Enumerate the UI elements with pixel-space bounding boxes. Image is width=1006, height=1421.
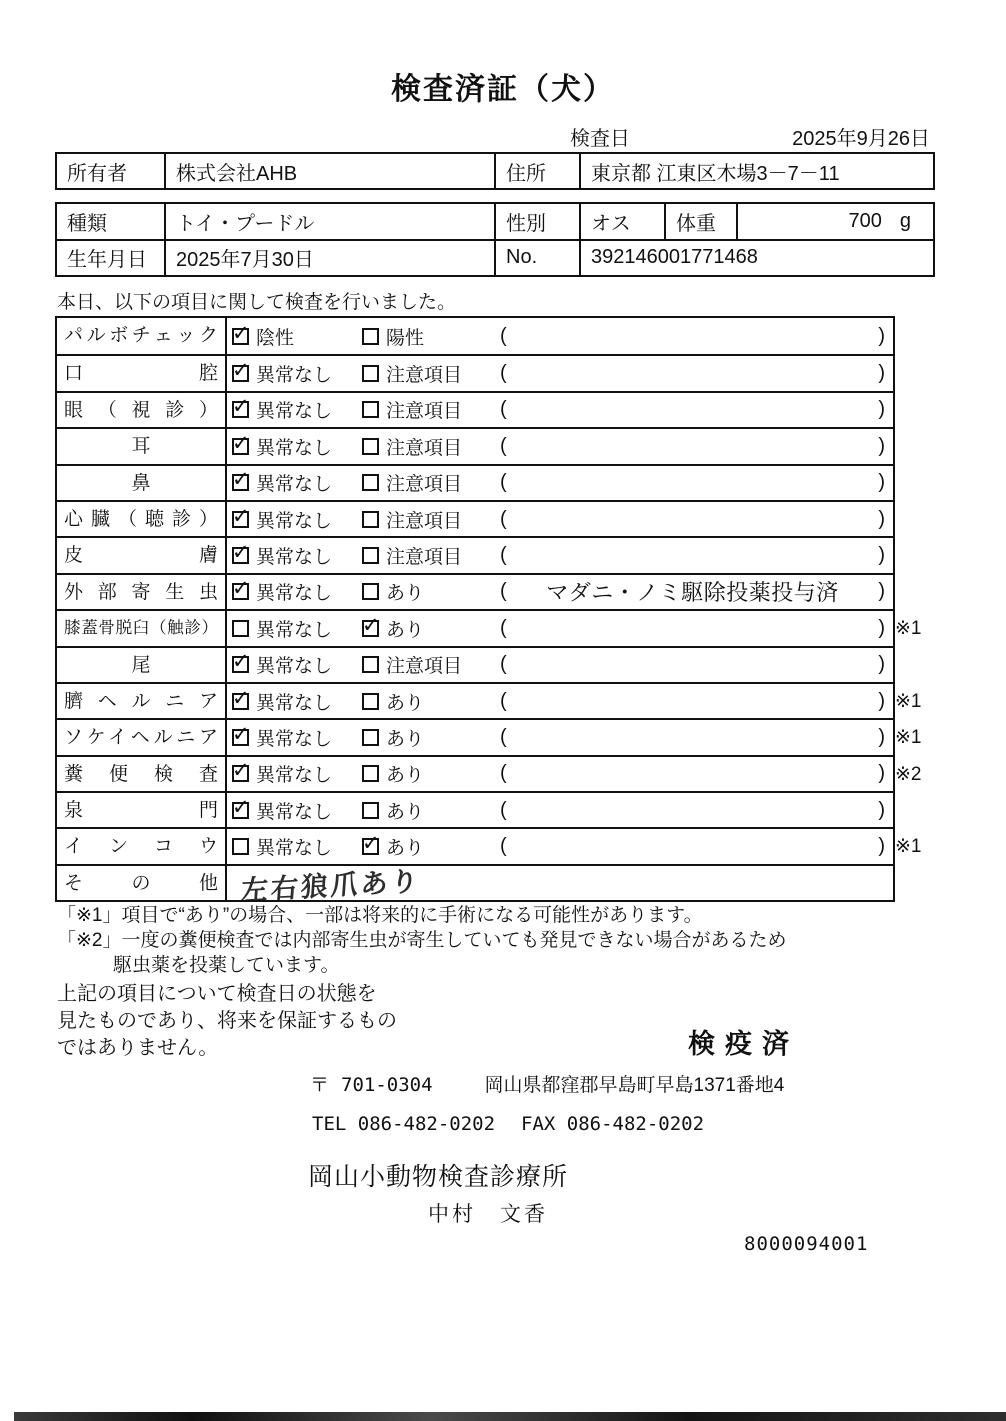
item-label: 膝蓋骨脱臼（触診） [57, 611, 227, 645]
paren-close: ) [878, 725, 885, 748]
table-row-nose [57, 464, 893, 500]
remark-cell [492, 757, 893, 791]
option-1 [227, 648, 357, 682]
table-row-skin [57, 536, 893, 572]
dog-info-table [55, 202, 935, 277]
veterinarian-name: 中村 文香 [428, 1203, 548, 1226]
footnotes [57, 903, 787, 978]
breed-label: 種類 [67, 212, 107, 235]
option-2 [357, 684, 492, 718]
sex-value: オス [579, 204, 664, 239]
remark-cell [492, 356, 893, 390]
option-2 [357, 575, 492, 609]
option-1 [227, 429, 357, 463]
checkbox-icon [232, 474, 249, 491]
paren-open: ( [500, 725, 507, 748]
checkbox-icon [362, 365, 379, 382]
option-1 [227, 829, 357, 863]
option-label: あり [386, 765, 425, 787]
item-label: 口腔 [57, 356, 227, 390]
paren-open: ( [500, 798, 507, 821]
quarantine-stamp: 検疫済 [688, 1029, 799, 1059]
option-1 [227, 575, 357, 609]
remark-cell [492, 648, 893, 682]
remark-cell [492, 684, 893, 718]
footnote-mark: ※1 [895, 690, 922, 712]
checkbox-icon [362, 802, 379, 819]
option-label: 異常なし [256, 474, 333, 496]
option-2 [357, 538, 492, 572]
table-row-patella [57, 609, 922, 645]
remark-cell [492, 538, 893, 572]
weight-value-cell [736, 204, 933, 239]
paren-open: ( [500, 362, 507, 385]
table-row-heart [57, 500, 893, 536]
option-label: 注意項目 [386, 437, 463, 459]
item-label: 皮膚 [57, 538, 227, 572]
other-remark-cell [227, 865, 893, 906]
paren-open: ( [500, 398, 507, 421]
item-label: 臍ヘルニア [57, 684, 227, 718]
owner-value: 株式会社AHB [164, 154, 494, 188]
address-label: 住所 [494, 154, 579, 188]
option-2 [357, 757, 492, 791]
paren-close: ) [878, 762, 885, 785]
birthdate-label: 生年月日 [67, 249, 147, 272]
option-1 [227, 356, 357, 390]
footnote-mark: ※1 [895, 836, 922, 858]
table-row-fontanelle [57, 791, 893, 827]
table-row-inguinal-hernia [57, 718, 922, 754]
table-row-umbilical-hernia [57, 682, 922, 718]
fax-number: FAX 086-482-0202 [521, 1113, 705, 1135]
table-row-fecal-exam [57, 755, 922, 791]
table-row-ears [57, 427, 893, 463]
option-label: あり [386, 619, 425, 641]
option-label: あり [386, 801, 425, 823]
footnote-2-continued: 駆虫薬を投薬しています。 [113, 955, 340, 976]
breed-value: トイ・プードル [164, 204, 494, 239]
checkbox-icon [362, 547, 379, 564]
checkbox-icon [362, 693, 379, 710]
item-label: インコウ [57, 829, 227, 863]
paren-close: ) [878, 689, 885, 712]
footnote-mark: ※1 [895, 727, 922, 749]
checkbox-icon [362, 511, 379, 528]
option-label: 注意項目 [386, 510, 463, 532]
option-label: 陽性 [386, 327, 425, 349]
paren-close: ) [878, 398, 885, 421]
option-2 [357, 793, 492, 827]
paren-close: ) [878, 835, 885, 858]
item-label: 泉門 [57, 793, 227, 827]
checkbox-icon [232, 401, 249, 418]
sex-label: 性別 [494, 204, 579, 239]
inspection-date-row [570, 122, 930, 151]
weight-value: 700 [848, 209, 882, 232]
paren-open: ( [500, 689, 507, 712]
page-title: 検査済証（犬） [391, 73, 615, 106]
checkbox-icon [232, 365, 249, 382]
option-label: 陰性 [256, 327, 295, 349]
checkbox-icon [362, 620, 379, 637]
option-2 [357, 611, 492, 645]
item-label: 鼻 [57, 466, 227, 500]
checkbox-icon [362, 729, 379, 746]
option-label: 異常なし [256, 838, 333, 860]
option-label: 異常なし [256, 365, 333, 387]
table-row-eyes [57, 391, 893, 427]
paren-open: ( [500, 507, 507, 530]
paren-open: ( [500, 434, 507, 457]
number-value: 392146001771468 [579, 241, 933, 276]
checkbox-icon [232, 511, 249, 528]
footnote-2: 「※2」一度の糞便検査では内部寄生虫が寄生していても発見できない場合があるため [57, 930, 787, 951]
table-row-parasites [57, 573, 893, 609]
paren-close: ) [878, 580, 885, 603]
checkbox-icon [232, 729, 249, 746]
item-label: 心臓（聴診） [57, 502, 227, 536]
paren-close: ) [878, 616, 885, 639]
item-label: 外部寄生虫 [57, 575, 227, 609]
inspection-table [55, 316, 922, 906]
item-label: 耳 [57, 429, 227, 463]
option-1 [227, 757, 357, 791]
option-2 [357, 720, 492, 754]
remark-cell [492, 393, 893, 427]
owner-info-table [55, 152, 935, 190]
option-1 [227, 318, 357, 354]
paren-close: ) [878, 507, 885, 530]
option-2 [357, 356, 492, 390]
option-1 [227, 684, 357, 718]
option-label: 異常なし [256, 692, 333, 714]
checkbox-icon [362, 838, 379, 855]
postal-mark: 〒 [310, 1075, 330, 1096]
remark-cell [492, 793, 893, 827]
option-label: 異常なし [256, 801, 333, 823]
address-value: 東京都 江東区木場3－7－11 [579, 154, 933, 188]
option-1 [227, 502, 357, 536]
checkbox-icon [362, 583, 379, 600]
item-label: 尾 [57, 648, 227, 682]
footnote-mark: ※1 [895, 618, 922, 640]
weight-label: 体重 [664, 204, 736, 239]
remark-text: マダニ・ノミ駆除投薬投与済 [546, 580, 839, 606]
option-label: 注意項目 [386, 365, 463, 387]
paren-close: ) [878, 362, 885, 385]
birthdate-value: 2025年7月30日 [164, 241, 494, 276]
handwritten-note: 左右狼爪あり [239, 865, 422, 906]
checkbox-icon [232, 802, 249, 819]
paren-close: ) [878, 798, 885, 821]
postal-code: 701-0304 [341, 1074, 433, 1096]
remark-cell [492, 720, 893, 754]
table-row-other [57, 864, 893, 906]
clinic-name: 岡山小動物検査診療所 [308, 1163, 569, 1191]
paren-close: ) [878, 471, 885, 494]
checkbox-icon [232, 547, 249, 564]
remark-cell [492, 611, 893, 645]
option-1 [227, 720, 357, 754]
checkbox-icon [232, 583, 249, 600]
checkbox-icon [232, 438, 249, 455]
checkbox-icon [232, 765, 249, 782]
option-label: あり [386, 728, 425, 750]
option-2 [357, 393, 492, 427]
table-row-cryptorchid [57, 827, 922, 863]
table-row-parvo [57, 318, 893, 354]
option-1 [227, 466, 357, 500]
item-label: その他 [57, 866, 227, 900]
option-2 [357, 318, 492, 354]
option-label: 注意項目 [386, 656, 463, 678]
inspection-date-label: 検査日 [570, 128, 630, 150]
paren-open: ( [500, 835, 507, 858]
option-2 [357, 648, 492, 682]
option-label: あり [386, 838, 425, 860]
paren-open: ( [500, 653, 507, 676]
tel-number: TEL 086-482-0202 [312, 1113, 496, 1135]
option-label: 異常なし [256, 583, 333, 605]
paren-open: ( [500, 471, 507, 494]
checkbox-icon [362, 765, 379, 782]
checkbox-icon [232, 328, 249, 345]
option-label: 異常なし [256, 401, 333, 423]
option-label: 注意項目 [386, 547, 463, 569]
checkbox-icon [362, 328, 379, 345]
table-row-tail [57, 646, 893, 682]
remark-cell [492, 466, 893, 500]
clinic-address: 岡山県都窪郡早島町早島1371番地4 [484, 1075, 785, 1096]
item-label: 眼（視診） [57, 393, 227, 427]
option-1 [227, 611, 357, 645]
paren-open: ( [500, 544, 507, 567]
checkbox-icon [362, 474, 379, 491]
footnote-1: 「※1」項目で“あり”の場合、一部は将来的に手術になる可能性があります。 [57, 905, 703, 926]
checkbox-icon [232, 620, 249, 637]
item-label: ソケイヘルニア [57, 720, 227, 754]
paren-open: ( [500, 324, 507, 347]
number-label: No. [494, 241, 579, 276]
paren-close: ) [878, 544, 885, 567]
remark-cell [492, 575, 893, 609]
option-2 [357, 829, 492, 863]
option-label: 異常なし [256, 510, 333, 532]
checkbox-icon [232, 838, 249, 855]
remark-cell [492, 502, 893, 536]
inspection-date-value: 2025年9月26日 [792, 128, 930, 150]
option-label: 異常なし [256, 437, 333, 459]
remark-cell [492, 318, 893, 354]
option-label: 異常なし [256, 765, 333, 787]
item-label: 糞便検査 [57, 757, 227, 791]
disclaimer: 上記の項目について検査日の状態を 見たものであり、将来を保証するもの ではありません。 [57, 983, 397, 1059]
option-label: あり [386, 692, 425, 714]
remark-cell [492, 429, 893, 463]
option-label: 異常なし [256, 619, 333, 641]
checkbox-icon [232, 693, 249, 710]
option-label: 注意項目 [386, 401, 463, 423]
option-label: 異常なし [256, 728, 333, 750]
footnote-mark: ※2 [895, 763, 922, 785]
option-2 [357, 466, 492, 500]
paren-close: ) [878, 324, 885, 347]
table-row-mouth [57, 354, 893, 390]
owner-label: 所有者 [67, 162, 127, 185]
option-1 [227, 393, 357, 427]
option-1 [227, 793, 357, 827]
paren-close: ) [878, 434, 885, 457]
weight-unit: g [899, 209, 911, 232]
checkbox-icon [362, 656, 379, 673]
option-2 [357, 429, 492, 463]
checkbox-icon [232, 656, 249, 673]
remark-cell [492, 829, 893, 863]
paren-open: ( [500, 616, 507, 639]
paren-open: ( [500, 762, 507, 785]
paren-open: ( [500, 580, 507, 603]
paren-close: ) [878, 653, 885, 676]
option-label: 注意項目 [386, 474, 463, 496]
checkbox-icon [362, 438, 379, 455]
clinic-postal-row [310, 1070, 784, 1097]
scan-edge-artifact [14, 1412, 1006, 1421]
option-2 [357, 502, 492, 536]
intro-text: 本日、以下の項目に関して検査を行いました。 [57, 292, 457, 313]
option-label: 異常なし [256, 547, 333, 569]
option-label: あり [386, 583, 425, 605]
item-label: パルボチェック [57, 318, 227, 354]
checkbox-icon [362, 401, 379, 418]
document-code: 8000094001 [744, 1233, 869, 1255]
option-label: 異常なし [256, 656, 333, 678]
clinic-phone-row [312, 1113, 704, 1135]
option-1 [227, 538, 357, 572]
